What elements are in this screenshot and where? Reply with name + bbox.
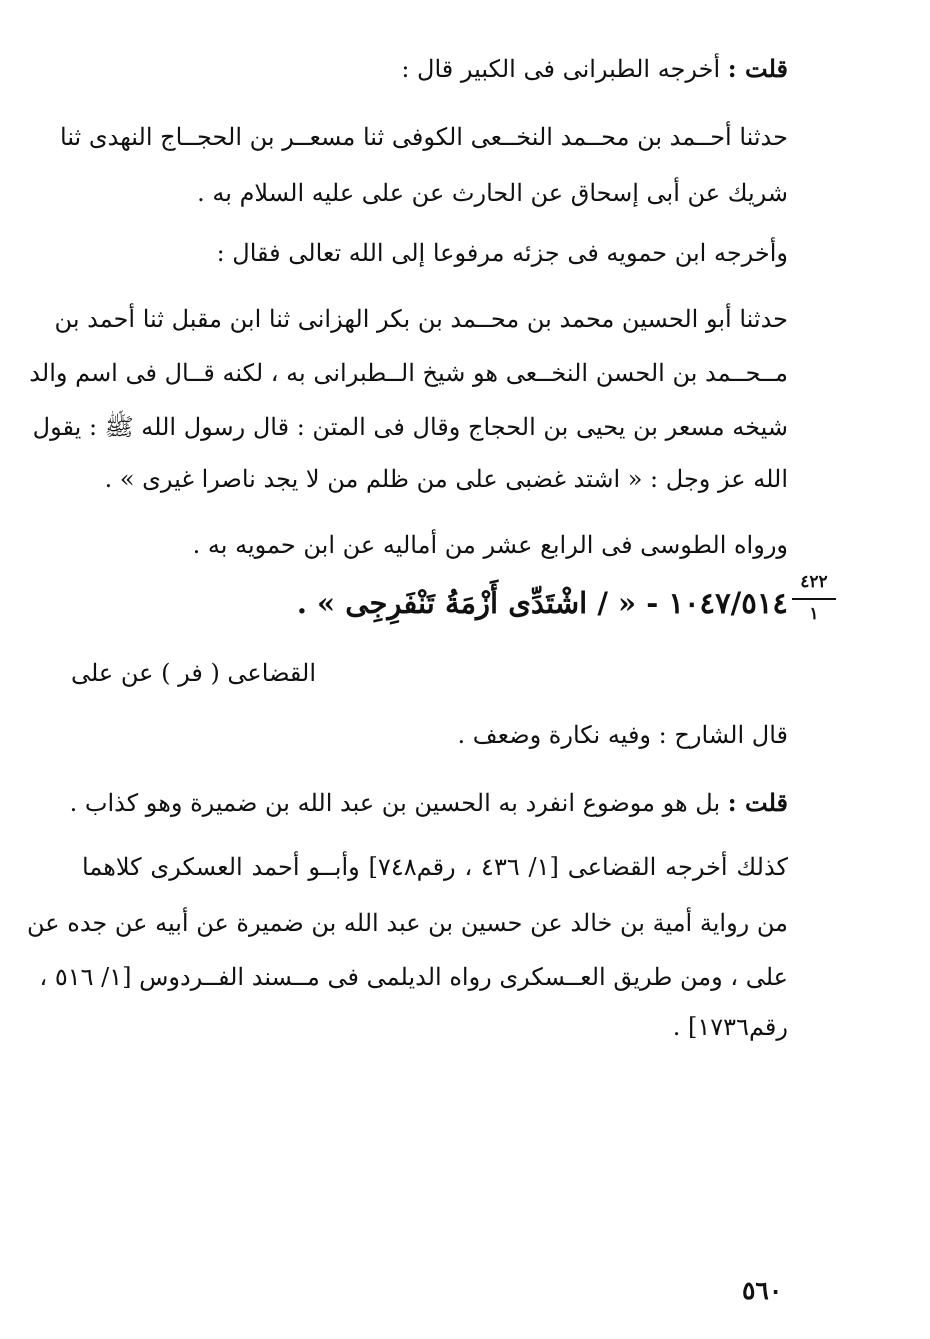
text-line-9: ورواه الطوسى فى الرابع عشر من أماليه عن ابن حمويه به . — [192, 531, 788, 559]
text-line-8: الله عز وجل : « اشتد غضبى على من ظلم من لا يجد ناصرا غيرى » . — [104, 465, 788, 493]
qultu-label-2: قلت : — [727, 788, 788, 817]
page-number: ٥٦٠ — [742, 1276, 783, 1305]
text-line-17: رقم١٧٣٦] . — [672, 1013, 788, 1041]
text-line-14: كذلك أخرجه القضاعى [١/ ٤٣٦ ، رقم٧٤٨] وأبــو أحمد العسكرى كلاهما — [82, 853, 788, 881]
hadith-heading: ١٠٤٧/٥١٤ - « / اشْتَدِّى أَزْمَةُ تَنْفَرِجِى » . — [296, 586, 788, 620]
hadith-number-bottom: ١ — [809, 604, 819, 624]
text-line-7: شيخه مسعر بن يحيى بن الحجاج وقال فى المتن : قال رسول الله ﷺ : يقول — [32, 413, 788, 441]
qultu-label: قلت : — [727, 54, 788, 83]
text-line-3: شريك عن أبى إسحاق عن الحارث عن على عليه السلام به . — [197, 179, 788, 207]
text-line-16: على ، ومن طريق العــسكرى رواه الديلمى فى مــسند الفــردوس [١/ ٥١٦ ، — [39, 963, 788, 991]
hadith-number-top: ٤٢٢ — [800, 572, 828, 592]
text-line-6: مــحــمد بن الحسن النخــعى هو شيخ الــطبرانى به ، لكنه قــال فى اسم والد — [29, 359, 788, 387]
text-line-12: قال الشارح : وفيه نكارة وضعف . — [457, 721, 788, 749]
text-line-13 — [70, 786, 788, 820]
text-line-15: من رواية أمية بن خالد عن حسين بن عبد الله بن ضميرة عن أبيه عن جده عن — [27, 909, 788, 937]
text-line-4: وأخرجه ابن حمويه فى جزئه مرفوعا إلى الله تعالى فقال : — [216, 239, 788, 267]
line-1-text: أخرجه الطبرانى فى الكبير قال : — [401, 55, 721, 83]
hadith-number-rule — [792, 598, 836, 600]
text-line-5: حدثنا أبو الحسين محمد بن محــمد بن بكر الهزانى ثنا ابن مقبل ثنا أحمد بن — [54, 305, 788, 333]
text-line-1 — [401, 52, 788, 86]
hadith-source: القضاعى ( فر ) عن على — [70, 659, 316, 687]
line-13-text: بل هو موضوع انفرد به الحسين بن عبد الله بن ضميرة وهو كذاب . — [69, 789, 721, 817]
text-line-2: حدثنا أحــمد بن محــمد النخــعى الكوفى ثنا مسعــر بن الحجــاج النهدى ثنا — [60, 123, 788, 151]
